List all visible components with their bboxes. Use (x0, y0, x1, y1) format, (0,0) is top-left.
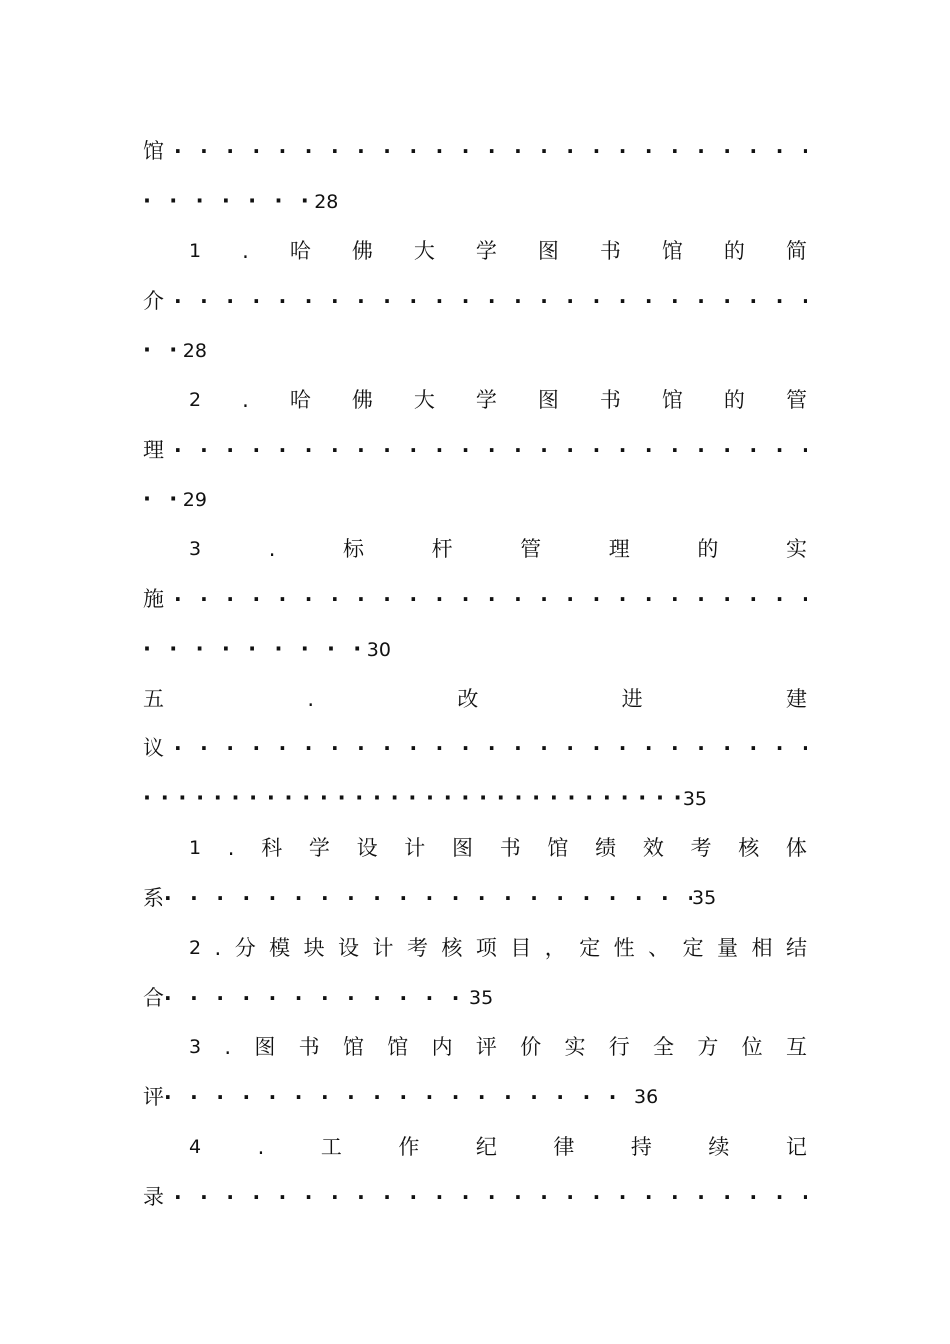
entry-char: 考 (406, 936, 428, 960)
entry-dot: . (214, 936, 222, 960)
entry-number: 3 (189, 1036, 202, 1058)
toc-text: 议 (143, 736, 164, 760)
toc-line-page (143, 186, 807, 216)
page-number: 28 (182, 340, 207, 362)
page-number: 35 (469, 987, 494, 1009)
entry-char: 标 (342, 537, 364, 561)
section-char: 改 (457, 687, 479, 711)
entry-char: 作 (398, 1135, 420, 1159)
page-number: 30 (366, 639, 391, 661)
entry-char: 简 (785, 239, 807, 263)
entry-char: 图 (452, 836, 473, 860)
entry-char: 绩 (595, 836, 617, 860)
entry-char: 图 (537, 388, 559, 412)
entry-char: 学 (475, 239, 497, 263)
entry-number: 2 (189, 389, 202, 411)
entry-char: 持 (630, 1135, 652, 1159)
section-char: 建 (786, 687, 807, 711)
section-number: 五 (143, 687, 164, 711)
entry-dot: . (268, 537, 276, 561)
dot-leader: · · (143, 487, 183, 511)
entry-char: 量 (717, 936, 739, 960)
dot-leader (174, 733, 807, 763)
dot-leader (174, 1182, 807, 1212)
entry-char: 馆 (661, 388, 683, 412)
entry-number: 1 (189, 240, 202, 262)
dot-leader (164, 883, 692, 913)
entry-char: 哈 (289, 239, 311, 263)
entry-number: 1 (189, 837, 202, 859)
entry-char: 工 (320, 1135, 342, 1159)
toc-section (143, 684, 807, 714)
toc-line-continuation (143, 883, 807, 913)
entry-dot: . (242, 388, 249, 412)
entry-char: 计 (404, 836, 426, 860)
entry-char: 馆 (387, 1035, 409, 1059)
entry-char: 理 (608, 537, 630, 561)
toc-text: 施 (143, 587, 164, 611)
page-number: 36 (634, 1086, 659, 1108)
entry-char: 评 (475, 1035, 497, 1059)
entry-char: 定 (682, 936, 704, 960)
toc-entry (189, 1132, 807, 1162)
entry-char: 佛 (351, 239, 373, 263)
entry-char: 核 (738, 836, 760, 860)
entry-char: 佛 (351, 388, 373, 412)
entry-char: 续 (708, 1135, 730, 1159)
dot-leader: · · (143, 338, 183, 362)
toc-text: 评 (143, 1085, 164, 1109)
toc-line-continuation (143, 286, 807, 316)
entry-char: 性 (613, 936, 635, 960)
entry-char: 设 (338, 936, 360, 960)
entry-char: 定 (579, 936, 601, 960)
entry-number: 3 (189, 538, 202, 560)
entry-char: 位 (741, 1035, 763, 1059)
entry-char: 科 (261, 836, 283, 860)
entry-char: 结 (785, 936, 807, 960)
page-number: 35 (682, 788, 708, 810)
entry-char: 目 (510, 936, 532, 960)
entry-char: ， (544, 936, 566, 960)
entry-char: 纪 (475, 1135, 497, 1159)
dot-leader (174, 584, 807, 614)
entry-char: 书 (298, 1035, 320, 1059)
dot-leader: · · · · · · · · · · · · · · · · · · · · · · · · · · · · · · · (143, 786, 683, 810)
entry-char: 实 (564, 1035, 586, 1059)
dot-leader (174, 286, 807, 316)
entry-char: 价 (520, 1035, 542, 1059)
page-number: 35 (692, 887, 717, 909)
entry-char: 方 (697, 1035, 719, 1059)
entry-char: 相 (751, 936, 773, 960)
toc-entry (189, 1032, 807, 1062)
toc-line-continuation (143, 1082, 807, 1112)
entry-char: 学 (308, 836, 330, 860)
entry-char: 效 (642, 836, 664, 860)
entry-number: 2 (189, 937, 202, 959)
toc-entry (189, 933, 807, 963)
dot-leader (174, 136, 807, 166)
entry-char: 管 (785, 388, 807, 412)
entry-dot: . (257, 1135, 265, 1159)
page-number: 28 (314, 191, 339, 213)
entry-char: 项 (475, 936, 497, 960)
toc-line-page (143, 783, 807, 813)
entry-char: 设 (356, 836, 378, 860)
entry-char: 互 (785, 1035, 807, 1059)
entry-char: 核 (441, 936, 463, 960)
entry-char: 考 (690, 836, 712, 860)
toc-line-continuation (143, 983, 807, 1013)
toc-line-continuation (143, 136, 807, 166)
dot-leader: · · · · · · · · · (143, 637, 367, 661)
entry-char: 图 (537, 239, 559, 263)
entry-char: 全 (653, 1035, 675, 1059)
entry-char: 馆 (547, 836, 569, 860)
dot-leader (174, 435, 807, 465)
entry-char: 体 (785, 836, 807, 860)
toc-line-continuation (143, 435, 807, 465)
toc-text: 系 (143, 886, 164, 910)
entry-char: 分 (234, 936, 256, 960)
entry-dot: . (224, 1035, 232, 1059)
section-dot: . (307, 687, 315, 711)
entry-char: 大 (413, 388, 435, 412)
entry-char: 实 (785, 537, 807, 561)
entry-char: 计 (372, 936, 394, 960)
entry-char: 记 (785, 1135, 807, 1159)
dot-leader (164, 1082, 634, 1112)
entry-char: 律 (553, 1135, 575, 1159)
toc-line-page (143, 335, 807, 365)
toc-line-continuation (143, 1182, 807, 1212)
page-number: 29 (182, 489, 207, 511)
entry-char: 、 (648, 936, 670, 960)
toc-line-page (143, 634, 807, 664)
entry-number: 4 (189, 1136, 202, 1158)
entry-char: 行 (608, 1035, 630, 1059)
toc-text: 馆 (143, 139, 164, 163)
entry-char: 管 (520, 537, 542, 561)
entry-char: 内 (431, 1035, 453, 1059)
entry-char: 的 (723, 239, 745, 263)
toc-text: 录 (143, 1185, 164, 1209)
toc-entry (189, 385, 807, 415)
dot-leader: · · · · · · · (143, 189, 315, 213)
entry-char: 的 (723, 388, 745, 412)
entry-char: 块 (303, 936, 325, 960)
entry-char: 模 (269, 936, 291, 960)
toc-text: 介 (143, 289, 164, 313)
dot-leader (164, 983, 469, 1013)
toc-entry (189, 534, 807, 564)
section-char: 进 (621, 687, 643, 711)
entry-char: 大 (413, 239, 435, 263)
toc-line-continuation (143, 733, 807, 763)
toc-line-page (143, 484, 807, 514)
toc-text: 合 (143, 986, 164, 1010)
entry-char: 哈 (289, 388, 311, 412)
toc-text: 理 (143, 438, 164, 462)
entry-char: 的 (697, 537, 719, 561)
entry-char: 书 (599, 388, 621, 412)
entry-char: 图 (254, 1035, 276, 1059)
entry-char: 学 (475, 388, 497, 412)
entry-char: 书 (599, 239, 621, 263)
entry-dot: . (227, 836, 235, 860)
entry-char: 杆 (431, 537, 453, 561)
entry-char: 馆 (661, 239, 683, 263)
toc-entry (189, 236, 807, 266)
toc-line-continuation (143, 584, 807, 614)
entry-dot: . (242, 239, 249, 263)
entry-char: 馆 (342, 1035, 364, 1059)
entry-char: 书 (499, 836, 521, 860)
toc-entry (189, 833, 807, 863)
